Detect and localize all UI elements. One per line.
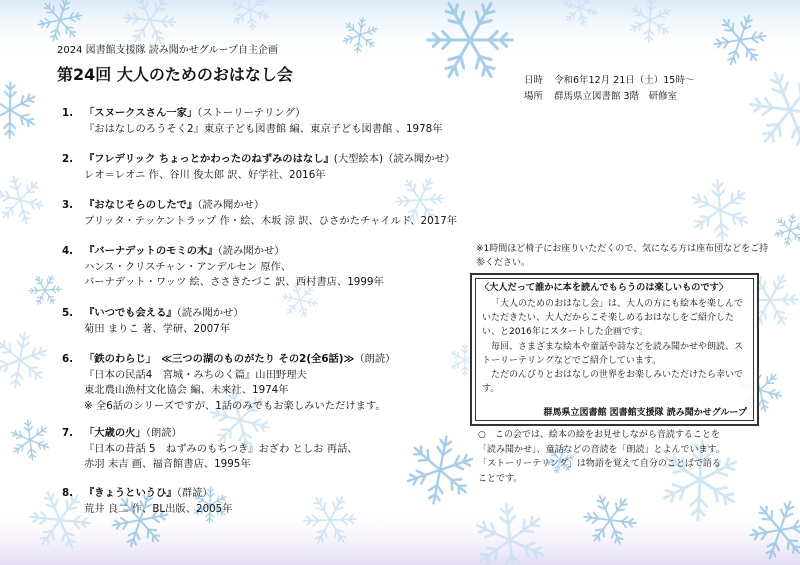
page-title: 第24回 大人のためのおはなし会: [57, 65, 293, 84]
cushion-note: ※1時間ほど椅子にお座りいただくので、気になる方は座布団などをご持参ください。: [476, 244, 769, 268]
program-item: 8. 『きょうというひ』（群読） 荒井 良二 作、BL出版、2005年: [62, 487, 233, 515]
program-item: 3. 『おなじそらのしたで』（読み聞かせ） ブリッタ・テッケントラップ 作・絵、木坂 涼 訳、ひさかたチャイルド、2017年: [62, 199, 458, 227]
program-item: 2. 『フレデリック ちょっとかわったのねずみのはなし』(大型絵本)（読み聞かせ） レオ＝レオニ 作、谷川 俊太郎 訳、好学社、2016年: [62, 153, 456, 181]
about-box-body: 「大人のためのおはなし会」は、大人の方にも絵本を楽しんでいただきたい、大人だからこそ楽しめるおはなしをご紹介したい、と2016年にスタートした企画です。 毎回、さまざまな絵本や童話や詩などを読み聞かせや朗読、ストーリーテリングなどでご紹介しています。 ただのんびりとおはなしの世界をお楽しみいただけたら幸いです。: [482, 299, 744, 395]
about-box-heading: 〈大人だって誰かに本を読んでもらうのは楽しいものです〉: [480, 282, 729, 293]
event-date: 日時 令和6年12月 21日（土）15時～: [524, 75, 695, 86]
event-info: [524, 73, 694, 105]
about-box-signature: 群馬県立図書館 図書館支援隊 読み聞かせグループ: [543, 408, 747, 418]
program-item: 7. 「大歳の火」（朗読） 『日本の昔話 5 ねずみのもちつき』おざわ としお 再話、 赤羽 末吉 画、福音館書店、1995年: [62, 427, 358, 470]
about-box: [470, 273, 759, 426]
program-item: 1. 「スヌークスさん一家」（ストーリーテリング） 『おはなしのろうそく2』東京子ども図書館 編、東京子ども図書館 、1978年: [62, 107, 443, 135]
program-item: 6. 「鉄のわらじ」 ≪三つの湖のものがたり その2(全6話)≫（朗読） 『日本の民話4 宮城・みちのく篇』山田野理夫 東北農山漁村文化協会 編、未来社、1974年 ※ 全6話のシリーズですが、1話のみでもお楽しみいただけます。: [62, 353, 396, 412]
event-place: 場所 群馬県立図書館 3階 研修室: [524, 91, 678, 102]
organizer-line: 2024 図書館支援隊 読み聞かせグループ自主企画: [57, 45, 279, 56]
terminology-note: ○ この会では、絵本の絵をお見せしながら音読することを 「読み聞かせ」、童話などの音読を「朗読」とよんでいます。 「ストーリーテリング」は物語を覚えて自分のことばで語る ことです。: [478, 430, 725, 484]
program-item: 5. 『いつでも会える』（読み聞かせ） 菊田 まりこ 著、学研、2007年: [62, 307, 244, 335]
program-item: 4. 『バーナデットのモミの木』（読み聞かせ） ハンス・クリスチャン・アンデルセン 原作、 バーナデット・ワッツ 絵、ささきたづこ 訳、西村書店、1999年: [62, 245, 384, 288]
